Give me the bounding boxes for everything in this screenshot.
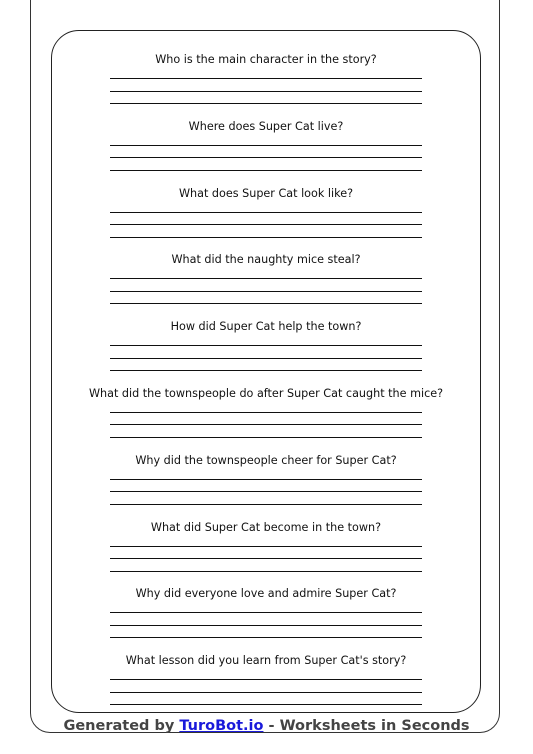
question-10 xyxy=(51,653,481,720)
answer-line[interactable] xyxy=(110,704,422,705)
question-list xyxy=(51,52,481,720)
question-text: What did the naughty mice steal? xyxy=(171,253,361,267)
question-4 xyxy=(51,252,481,319)
answer-line[interactable] xyxy=(110,504,422,505)
footer-suffix: - Worksheets in Seconds xyxy=(263,718,470,734)
question-text: What did the townspeople do after Super Cat caught the mice? xyxy=(88,386,444,400)
answer-line[interactable] xyxy=(110,612,422,613)
turobot-link[interactable]: TuroBot.io xyxy=(179,718,264,734)
question-text: Why did everyone love and admire Super Cat? xyxy=(135,587,397,601)
answer-line[interactable] xyxy=(110,170,422,171)
answer-line[interactable] xyxy=(110,303,422,304)
question-5 xyxy=(51,319,481,386)
answer-line[interactable] xyxy=(110,224,422,225)
answer-line[interactable] xyxy=(110,345,422,346)
answer-line[interactable] xyxy=(110,91,422,92)
question-9 xyxy=(51,586,481,653)
answer-line[interactable] xyxy=(110,571,422,572)
answer-line[interactable] xyxy=(110,291,422,292)
answer-line[interactable] xyxy=(110,558,422,559)
question-3 xyxy=(51,186,481,253)
answer-line[interactable] xyxy=(110,625,422,626)
answer-line[interactable] xyxy=(110,237,422,238)
answer-line[interactable] xyxy=(110,370,422,371)
answer-line[interactable] xyxy=(110,145,422,146)
answer-line[interactable] xyxy=(110,491,422,492)
question-7 xyxy=(51,453,481,520)
answer-line[interactable] xyxy=(110,212,422,213)
answer-line[interactable] xyxy=(110,679,422,680)
question-text: Where does Super Cat live? xyxy=(188,119,344,133)
answer-line[interactable] xyxy=(110,103,422,104)
question-6 xyxy=(51,386,481,453)
footer-prefix: Generated by xyxy=(63,718,180,734)
answer-line[interactable] xyxy=(110,637,422,638)
answer-line[interactable] xyxy=(110,424,422,425)
answer-line[interactable] xyxy=(110,479,422,480)
question-text: What lesson did you learn from Super Cat's story? xyxy=(125,654,407,668)
question-1 xyxy=(51,52,481,119)
answer-line[interactable] xyxy=(110,437,422,438)
answer-line[interactable] xyxy=(110,412,422,413)
question-2 xyxy=(51,119,481,186)
question-text: How did Super Cat help the town? xyxy=(170,320,362,334)
answer-line[interactable] xyxy=(110,358,422,359)
question-text: Who is the main character in the story? xyxy=(155,53,377,66)
answer-line[interactable] xyxy=(110,692,422,693)
answer-line[interactable] xyxy=(110,157,422,158)
footer xyxy=(0,718,533,734)
question-text: Why did the townspeople cheer for Super Cat? xyxy=(135,453,397,467)
answer-line[interactable] xyxy=(110,78,422,79)
question-8 xyxy=(51,520,481,587)
question-text: What did Super Cat become in the town? xyxy=(150,520,382,534)
answer-line[interactable] xyxy=(110,546,422,547)
question-text: What does Super Cat look like? xyxy=(178,186,354,200)
answer-line[interactable] xyxy=(110,278,422,279)
